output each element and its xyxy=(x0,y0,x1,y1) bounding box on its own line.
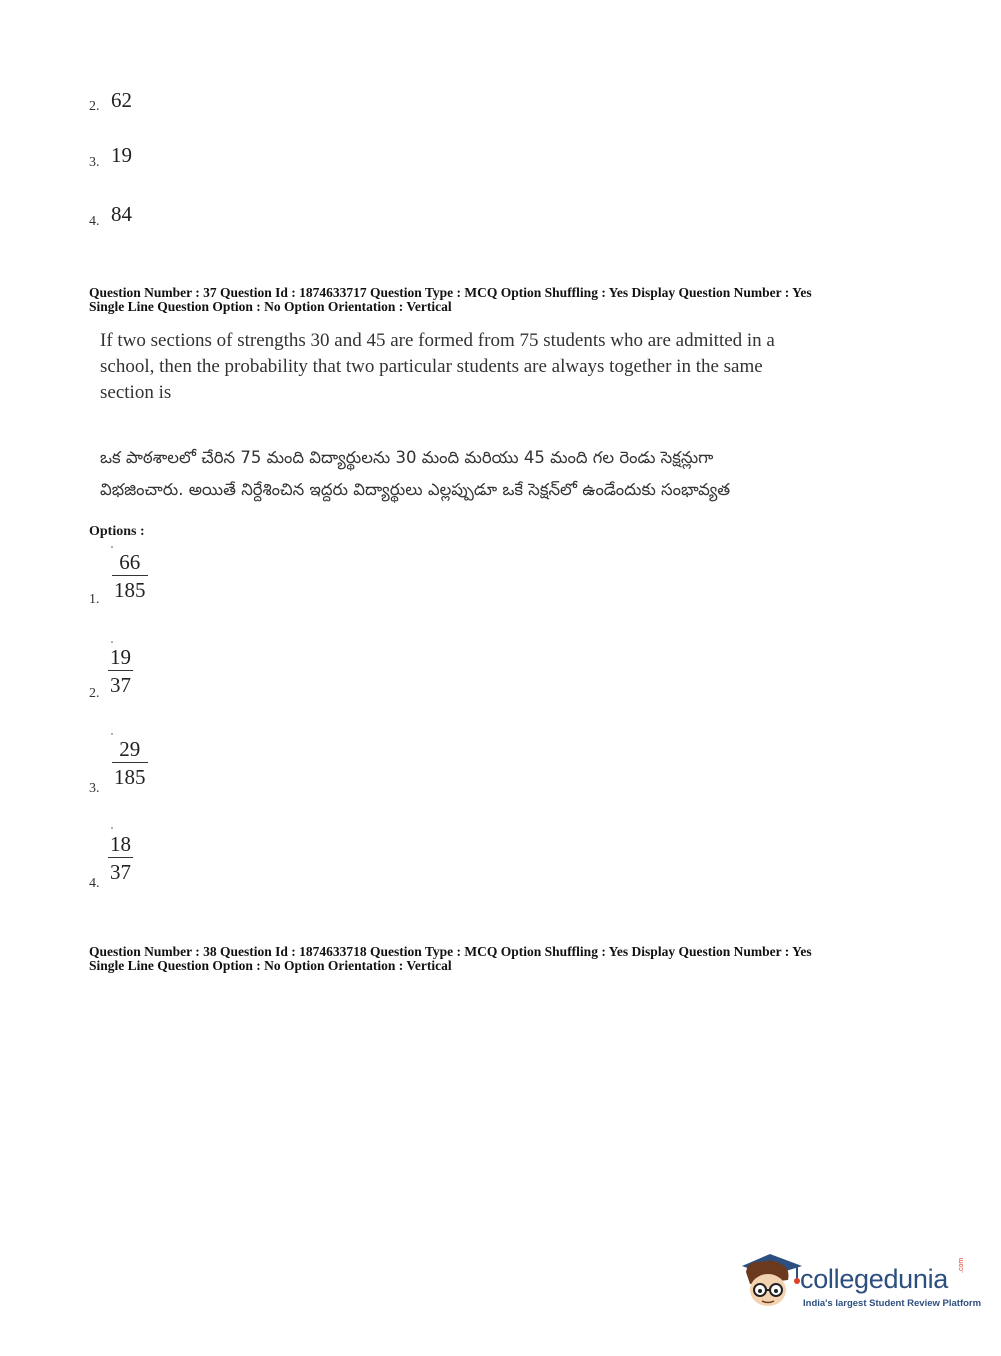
question-text xyxy=(100,328,860,406)
telugu-line: ఒక పాఠశాలలో చేరిన 75 మంది విద్యార్థులను 30 మంది మరియు 45 మంది గల రెండు సెక్షన్లుగా xyxy=(100,448,714,467)
option-value: 84 xyxy=(111,202,132,226)
question-meta-line2: Single Line Question Option : No Option Orientation : Vertical xyxy=(89,299,452,314)
option-fraction[interactable] xyxy=(108,831,133,886)
question-meta-line2: Single Line Question Option : No Option Orientation : Vertical xyxy=(89,958,452,973)
option-value: 62 xyxy=(111,88,132,112)
denominator: 185 xyxy=(114,765,146,789)
logo-wordmark: collegedunia xyxy=(800,1264,949,1294)
logo-domain: .com xyxy=(958,1257,965,1273)
option-number: 2. xyxy=(89,686,100,701)
option-number: 1. xyxy=(89,592,100,607)
option-number: 3. xyxy=(89,155,100,170)
denominator: 37 xyxy=(110,673,131,697)
numerator: 18 xyxy=(110,832,131,856)
option-number: 4. xyxy=(89,214,100,229)
denominator: 37 xyxy=(110,860,131,884)
telugu-line: విభజించారు. అయితే నిర్దేశించిన ఇద్దరు విద్యార్థులు ఎల్లప్పుడూ ఒకే సెక్షన్‌లో ఉండేందుకు సంభావ్యత xyxy=(100,480,731,499)
decorative-dot xyxy=(111,546,113,548)
option-value: 19 xyxy=(111,143,132,167)
option-fraction[interactable] xyxy=(108,644,133,699)
question-meta-line1: Question Number : 38 Question Id : 1874633718 Question Type : MCQ Option Shuffling : Yes Display Question Number : Yes xyxy=(89,944,812,959)
option-number: 3. xyxy=(89,781,100,796)
option-number: 2. xyxy=(89,99,100,114)
logo-tagline: India's largest Student Review Platform xyxy=(803,1298,982,1309)
denominator: 185 xyxy=(114,578,146,602)
option-fraction[interactable] xyxy=(112,549,148,604)
question-meta-line1: Question Number : 37 Question Id : 1874633717 Question Type : MCQ Option Shuffling : Yes Display Question Number : Yes xyxy=(89,285,812,300)
decorative-dot xyxy=(111,827,113,829)
decorative-dot xyxy=(111,641,113,643)
numerator: 19 xyxy=(110,645,131,669)
decorative-dot xyxy=(111,733,113,735)
options-label: Options : xyxy=(89,524,145,539)
question-text-telugu xyxy=(100,442,860,506)
numerator: 66 xyxy=(119,550,141,574)
question-text-line: section is xyxy=(100,382,172,403)
question-text-line: school, then the probability that two particular students are always together in the same xyxy=(100,356,763,377)
numerator: 29 xyxy=(119,737,141,761)
option-fraction[interactable] xyxy=(112,736,148,791)
collegedunia-mascot-icon xyxy=(740,1250,804,1310)
option-number: 4. xyxy=(89,876,100,891)
question-text-line: If two sections of strengths 30 and 45 are formed from 75 students who are admitted in a xyxy=(100,330,775,351)
